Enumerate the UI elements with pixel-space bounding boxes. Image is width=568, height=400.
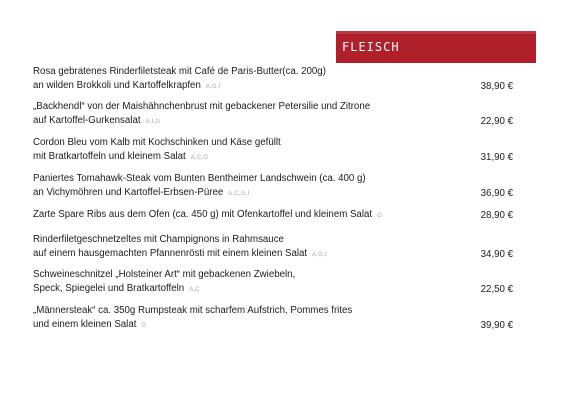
dish-description-line: „Männersteak“ ca. 350g Rumpsteak mit scharfem Aufstrich, Pommes frites (33, 305, 353, 316)
dish-description-text: an wilden Brokkoli und Kartoffelkrapfen (33, 80, 201, 91)
dish-description-text: Zarte Spare Ribs aus dem Ofen (ca. 450 g) mit Ofenkartoffel und kleinem Salat (33, 209, 373, 220)
section-header-bar (336, 31, 536, 63)
dish-description-line: Schweineschnitzel „Holsteiner Art“ mit gebackenen Zwiebeln, (33, 269, 296, 280)
dish-price: 22,50 € (480, 284, 513, 295)
allergen-codes: A,I,G (145, 119, 161, 125)
dish-description-line (33, 114, 513, 129)
menu-item (33, 268, 513, 297)
dish-price: 34,90 € (480, 249, 513, 260)
allergen-codes: A,C (189, 287, 200, 293)
allergen-codes: A,G,I (205, 84, 221, 90)
dish-description-line: Cordon Bleu vom Kalb mit Kochschinken und Käse gefüllt (33, 137, 281, 148)
dish-description-line (33, 247, 513, 262)
menu-item (33, 208, 513, 223)
section-title: FLEISCH (342, 40, 400, 54)
dish-description-line (33, 186, 513, 201)
dish-description-text: Speck, Spiegelei und Bratkartoffeln (33, 283, 185, 294)
menu-item (33, 65, 513, 94)
dish-description-line (33, 150, 513, 165)
menu-item (33, 136, 513, 165)
dish-price: 31,90 € (480, 152, 513, 163)
allergen-codes: A,G,I (312, 252, 327, 258)
dish-description-text: auf Kartoffel-Gurkensalat (33, 115, 141, 126)
dish-price: 38,90 € (480, 81, 513, 92)
dish-description-line (33, 208, 513, 223)
allergen-codes: A,C,G (190, 155, 209, 161)
allergen-codes: G (141, 323, 147, 329)
dish-price: 36,90 € (480, 188, 513, 199)
dish-description-line (33, 318, 513, 333)
dish-description-text: und einem kleinen Salat (33, 319, 137, 330)
dish-description-text: auf einem hausgemachten Pfannenrösti mit einem kleinen Salat (33, 248, 308, 259)
dish-description-line: Paniertes Tomahawk-Steak vom Bunten Bentheimer Landschwein (ca. 400 g) (33, 173, 366, 184)
dish-description-text: mit Bratkartoffeln und kleinem Salat (33, 151, 186, 162)
dish-description-line (33, 282, 513, 297)
dish-description-line: Rinderfiletgeschnetzeltes mit Champignons in Rahmsauce (33, 234, 284, 245)
dish-description-line: „Backhendl“ von der Maishähnchenbrust mit gebackener Petersilie und Zitrone (33, 101, 371, 112)
menu-item (33, 304, 513, 333)
menu-item (33, 233, 513, 262)
dish-description-text: an Vichymöhren und Kartoffel-Erbsen-Püree (33, 187, 224, 198)
dish-price: 28,90 € (480, 210, 513, 221)
menu-item (33, 100, 513, 129)
dish-description-line: Rosa gebratenes Rinderfiletsteak mit Café de Paris-Butter(ca. 200g) (33, 66, 326, 77)
allergen-codes: G (377, 213, 382, 219)
allergen-codes: A,C,G,I (228, 191, 250, 197)
menu-item (33, 172, 513, 201)
dish-price: 39,90 € (480, 320, 513, 331)
dish-price: 22,90 € (480, 116, 513, 127)
dish-description-line (33, 79, 513, 94)
